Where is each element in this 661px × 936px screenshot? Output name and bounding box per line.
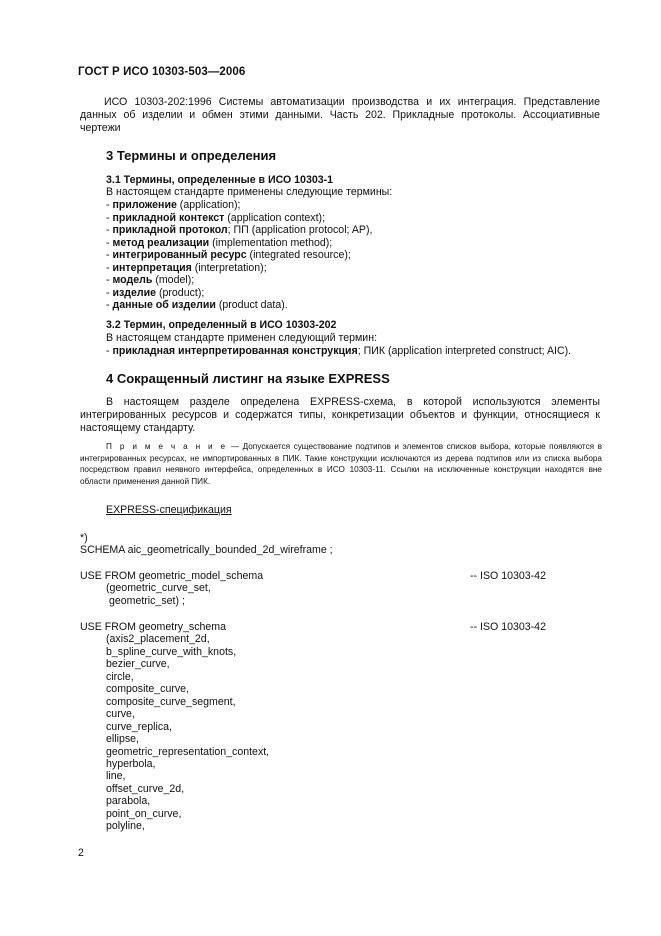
list-item: - прикладной протокол; ПП (application protocol; AP),: [106, 224, 373, 237]
note: [80, 441, 602, 487]
code-line: hyperbola,: [106, 757, 156, 770]
code-block-header: [80, 532, 333, 557]
term: метод реализации: [112, 236, 210, 249]
note-text: — Допускается существование подтипов и элементов списков выбора, которые появляются в интегрированных ресурсах, не импортированных в ПИК. Такие конструкции исключаются из дерева подтипов или из списка выбора посредством правил неявного интерфейса, определенных в ИСО 10303-11. Ссылки на исключенные конструкции находятся вне области применения данной ПИК.: [80, 442, 603, 486]
code-line: line,: [106, 770, 126, 783]
list-item: - модель (model);: [106, 274, 195, 287]
term: приложение: [112, 199, 177, 211]
term: интерпретация: [112, 261, 192, 274]
term: прикладной контекст: [112, 211, 225, 224]
code-line: USE FROM geometric_model_schema: [80, 570, 264, 582]
code-line: curve_replica,: [106, 720, 172, 733]
list-item: - прикладная интерпретированная конструкция; ПИК (application interpreted construct; AIC).: [106, 345, 572, 357]
code-line: ellipse,: [106, 733, 139, 746]
subsection-3-2-title: 3.2 Термин, определенный в ИСО 10303-202: [106, 319, 337, 331]
code-comment: -- ISO 10303-42: [470, 621, 546, 633]
express-spec-label: EXPRESS-спецификация: [106, 504, 232, 516]
code-line: composite_curve,: [106, 683, 190, 696]
term: изделие: [112, 286, 157, 299]
subsection-3-2-intro: В настоящем стандарте применен следующий термин:: [106, 332, 378, 344]
page-number: 2: [78, 847, 84, 859]
code-line: composite_curve_segment,: [106, 695, 236, 708]
code-line: geometric_representation_context,: [106, 745, 270, 758]
term: интегрированный ресурс: [112, 249, 247, 262]
terms-list-3-1: [106, 199, 372, 312]
section-4-paragraph: В настоящем разделе определена EXPRESS-схема, в которой используются элементы интегрированных ресурсов и содержатся типы, конкретизации объектов и функции, относящиеся к настоящему стандарту.: [80, 396, 600, 434]
term: прикладной протокол: [112, 224, 228, 237]
code-line: curve,: [106, 708, 135, 721]
term: модель: [112, 274, 153, 287]
code-comment: -- ISO 10303-42: [470, 570, 546, 582]
subsection-3-1-title: 3.1 Термины, определенные в ИСО 10303-1: [106, 174, 334, 186]
code-use-geometric-model: [80, 570, 263, 607]
code-line: (geometric_curve_set,: [106, 582, 211, 595]
code-use-geometry: [80, 621, 269, 833]
code-line: parabola,: [106, 795, 151, 808]
code-line: geometric_set) ;: [106, 594, 185, 607]
code-line: b_spline_curve_with_knots,: [106, 645, 237, 658]
code-line: offset_curve_2d,: [106, 782, 185, 795]
list-item: - метод реализации (implementation method);: [106, 236, 333, 249]
code-line: *): [80, 532, 88, 544]
code-line: circle,: [106, 670, 134, 683]
code-line: SCHEMA aic_geometrically_bounded_2d_wireframe ;: [80, 544, 333, 557]
document-header: ГОСТ Р ИСО 10303-503—2006: [78, 66, 246, 78]
code-line: USE FROM geometry_schema: [80, 621, 227, 633]
section-4-title: 4 Сокращенный листинг на языке EXPRESS: [106, 371, 390, 386]
code-line: (axis2_placement_2d,: [106, 633, 210, 646]
normative-reference: ИСО 10303-202:1996 Системы автоматизации производства и их интеграция. Представление данных об изделии и обмен этими данными. Часть 202. Прикладные протоколы. Ассоциативные чертежи: [80, 96, 600, 134]
list-item: - изделие (product);: [106, 286, 205, 299]
note-label: П р и м е ч а н и е: [106, 442, 228, 451]
list-item: - прикладной контекст (application context);: [106, 211, 326, 224]
code-line: point_on_curve,: [106, 807, 182, 820]
terms-list-3-2: [106, 345, 571, 358]
term: данные об изделии: [112, 299, 216, 312]
code-line: bezier_curve,: [106, 658, 170, 671]
subsection-3-1-intro: В настоящем стандарте применены следующие термины:: [106, 186, 393, 198]
list-item: - приложение (application);: [106, 199, 241, 211]
list-item: - данные об изделии (product data).: [106, 299, 288, 312]
term: прикладная интерпретированная конструкция: [112, 345, 358, 357]
list-item: - интегрированный ресурс (integrated resource);: [106, 249, 351, 262]
section-3-title: 3 Термины и определения: [106, 148, 277, 163]
list-item: - интерпретация (interpretation);: [106, 261, 267, 274]
code-line: polyline,: [106, 820, 145, 833]
